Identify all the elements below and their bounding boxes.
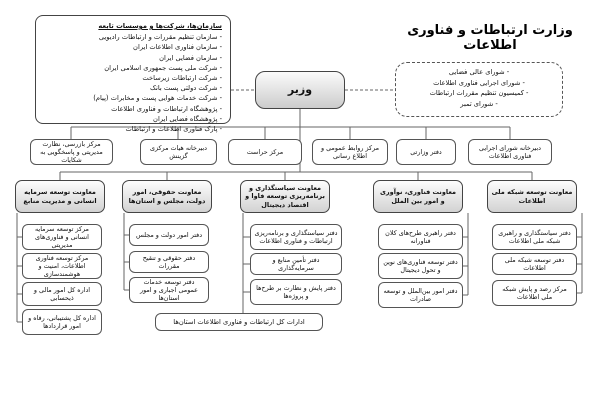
council-item: - کمیسیون تنظیم مقررات ارتباطات [402,88,556,99]
office-box: دفتر راهبری طرح‌های کلان فناورانه [378,224,463,250]
deputy-technology-innovation: معاونت فناوری، نوآوری و امور بین الملل [373,180,463,213]
deputy-national-network: معاونت توسعه شبکه ملی اطلاعات [487,180,577,213]
council-item: - شورای عالی فضایی [402,67,556,78]
council-item: - شورای تمبر [402,99,556,110]
office-box: مرکز رصد و پایش شبکه ملی اطلاعات [492,280,577,306]
office-box: دفتر سیاستگذاری و راهبری شبکه ملی اطلاعات [492,224,577,250]
affiliate-item: - شرکت ملی پست جمهوری اسلامی ایران [40,63,222,73]
office-box: دفتر توسعه شبکه ملی اطلاعات [492,253,577,275]
deputy-policy-planning: معاونت سیاستگذاری و برنامه‌ریزی توسعه فاوا و اقتصاد دیجیتال [240,180,330,213]
office-box: مرکز توسعه فناوری اطلاعات، امنیت و هوشمندسازی [22,253,102,279]
office-box: دفتر امور بین‌الملل و توسعه صادرات [378,282,463,308]
staff-box-inspection: مرکز بازرسی، نظارت مدیریتی و پاسخگویی به شکایات [30,139,113,165]
deputy-human-capital: معاونت توسعه سرمایه انسانی و مدیریت منابع [15,180,105,213]
office-box: دفتر توسعه فناوری‌های نوین و تحول دیجیتال [378,253,463,279]
affiliate-item: - شرکت ارتباطات زیرساخت [40,73,222,83]
affiliate-item: - شرکت دولتی پست بانک [40,83,222,93]
affiliate-item: - سازمان تنظیم مقررات و ارتباطات رادیویی [40,32,222,42]
affiliate-item: - شرکت خدمات هوایی پست و مخابرات (پیام) [40,93,222,103]
office-box: دفتر امور دولت و مجلس [129,224,209,246]
office-box: دفتر حقوقی و تنقیح مقررات [129,251,209,273]
council-item: - شورای اجرایی فناوری اطلاعات [402,78,556,89]
affiliates-panel [35,15,231,133]
affiliate-item: - پژوهشگاه فضایی ایران [40,114,222,124]
affiliate-item: - سازمان فناوری اطلاعات ایران [40,42,222,52]
affiliate-item: - پارک فناوری اطلاعات و ارتباطات [40,124,222,134]
staff-box-ministerial-office: دفتر وزارتی [396,139,456,165]
provincial-offices-box: ادارات کل ارتباطات و فناوری اطلاعات استان‌ها [155,313,323,331]
staff-box-selection-secretariat: دبیرخانه هیات مرکزی گزینش [140,139,217,165]
office-box: اداره کل پشتیبانی، رفاه و امور قراردادها [22,309,102,335]
staff-box-public-relations: مرکز روابط عمومی و اطلاع رسانی [312,139,388,165]
affiliate-item: - سازمان فضایی ایران [40,53,222,63]
affiliates-title: سازمان‌ها، شرکت‌ها و موسسات تابعه [98,22,222,30]
deputy-legal: معاونت حقوقی، امور دولت، مجلس و استان‌ها [122,180,212,213]
staff-box-security: مرکز حراست [228,139,302,165]
office-box: دفتر توسعه خدمات عمومی اجباری و امور استان‌ها [129,277,209,303]
office-box: دفتر تأمین منابع و سرمایه‌گذاری [250,253,342,275]
affiliate-item: - پژوهشگاه ارتباطات و فناوری اطلاعات [40,104,222,114]
councils-box [395,62,563,117]
staff-box-it-council-secretariat: دبیرخانه شورای اجرایی فناوری اطلاعات [468,139,552,165]
office-box: مرکز توسعه سرمایه انسانی و فناوری‌های مدیریتی [22,224,102,250]
minister-box: وزیر [255,71,345,109]
office-box: دفتر پایش و نظارت بر طرح‌ها و پروژه‌ها [250,279,342,305]
office-box: اداره کل امور مالی و ذیحسابی [22,282,102,306]
page-title: وزارت ارتباطات و فناوری اطلاعات [407,23,573,53]
office-box: دفتر سیاستگذاری و برنامه‌ریزی ارتباطات و فناوری اطلاعات [250,224,342,250]
